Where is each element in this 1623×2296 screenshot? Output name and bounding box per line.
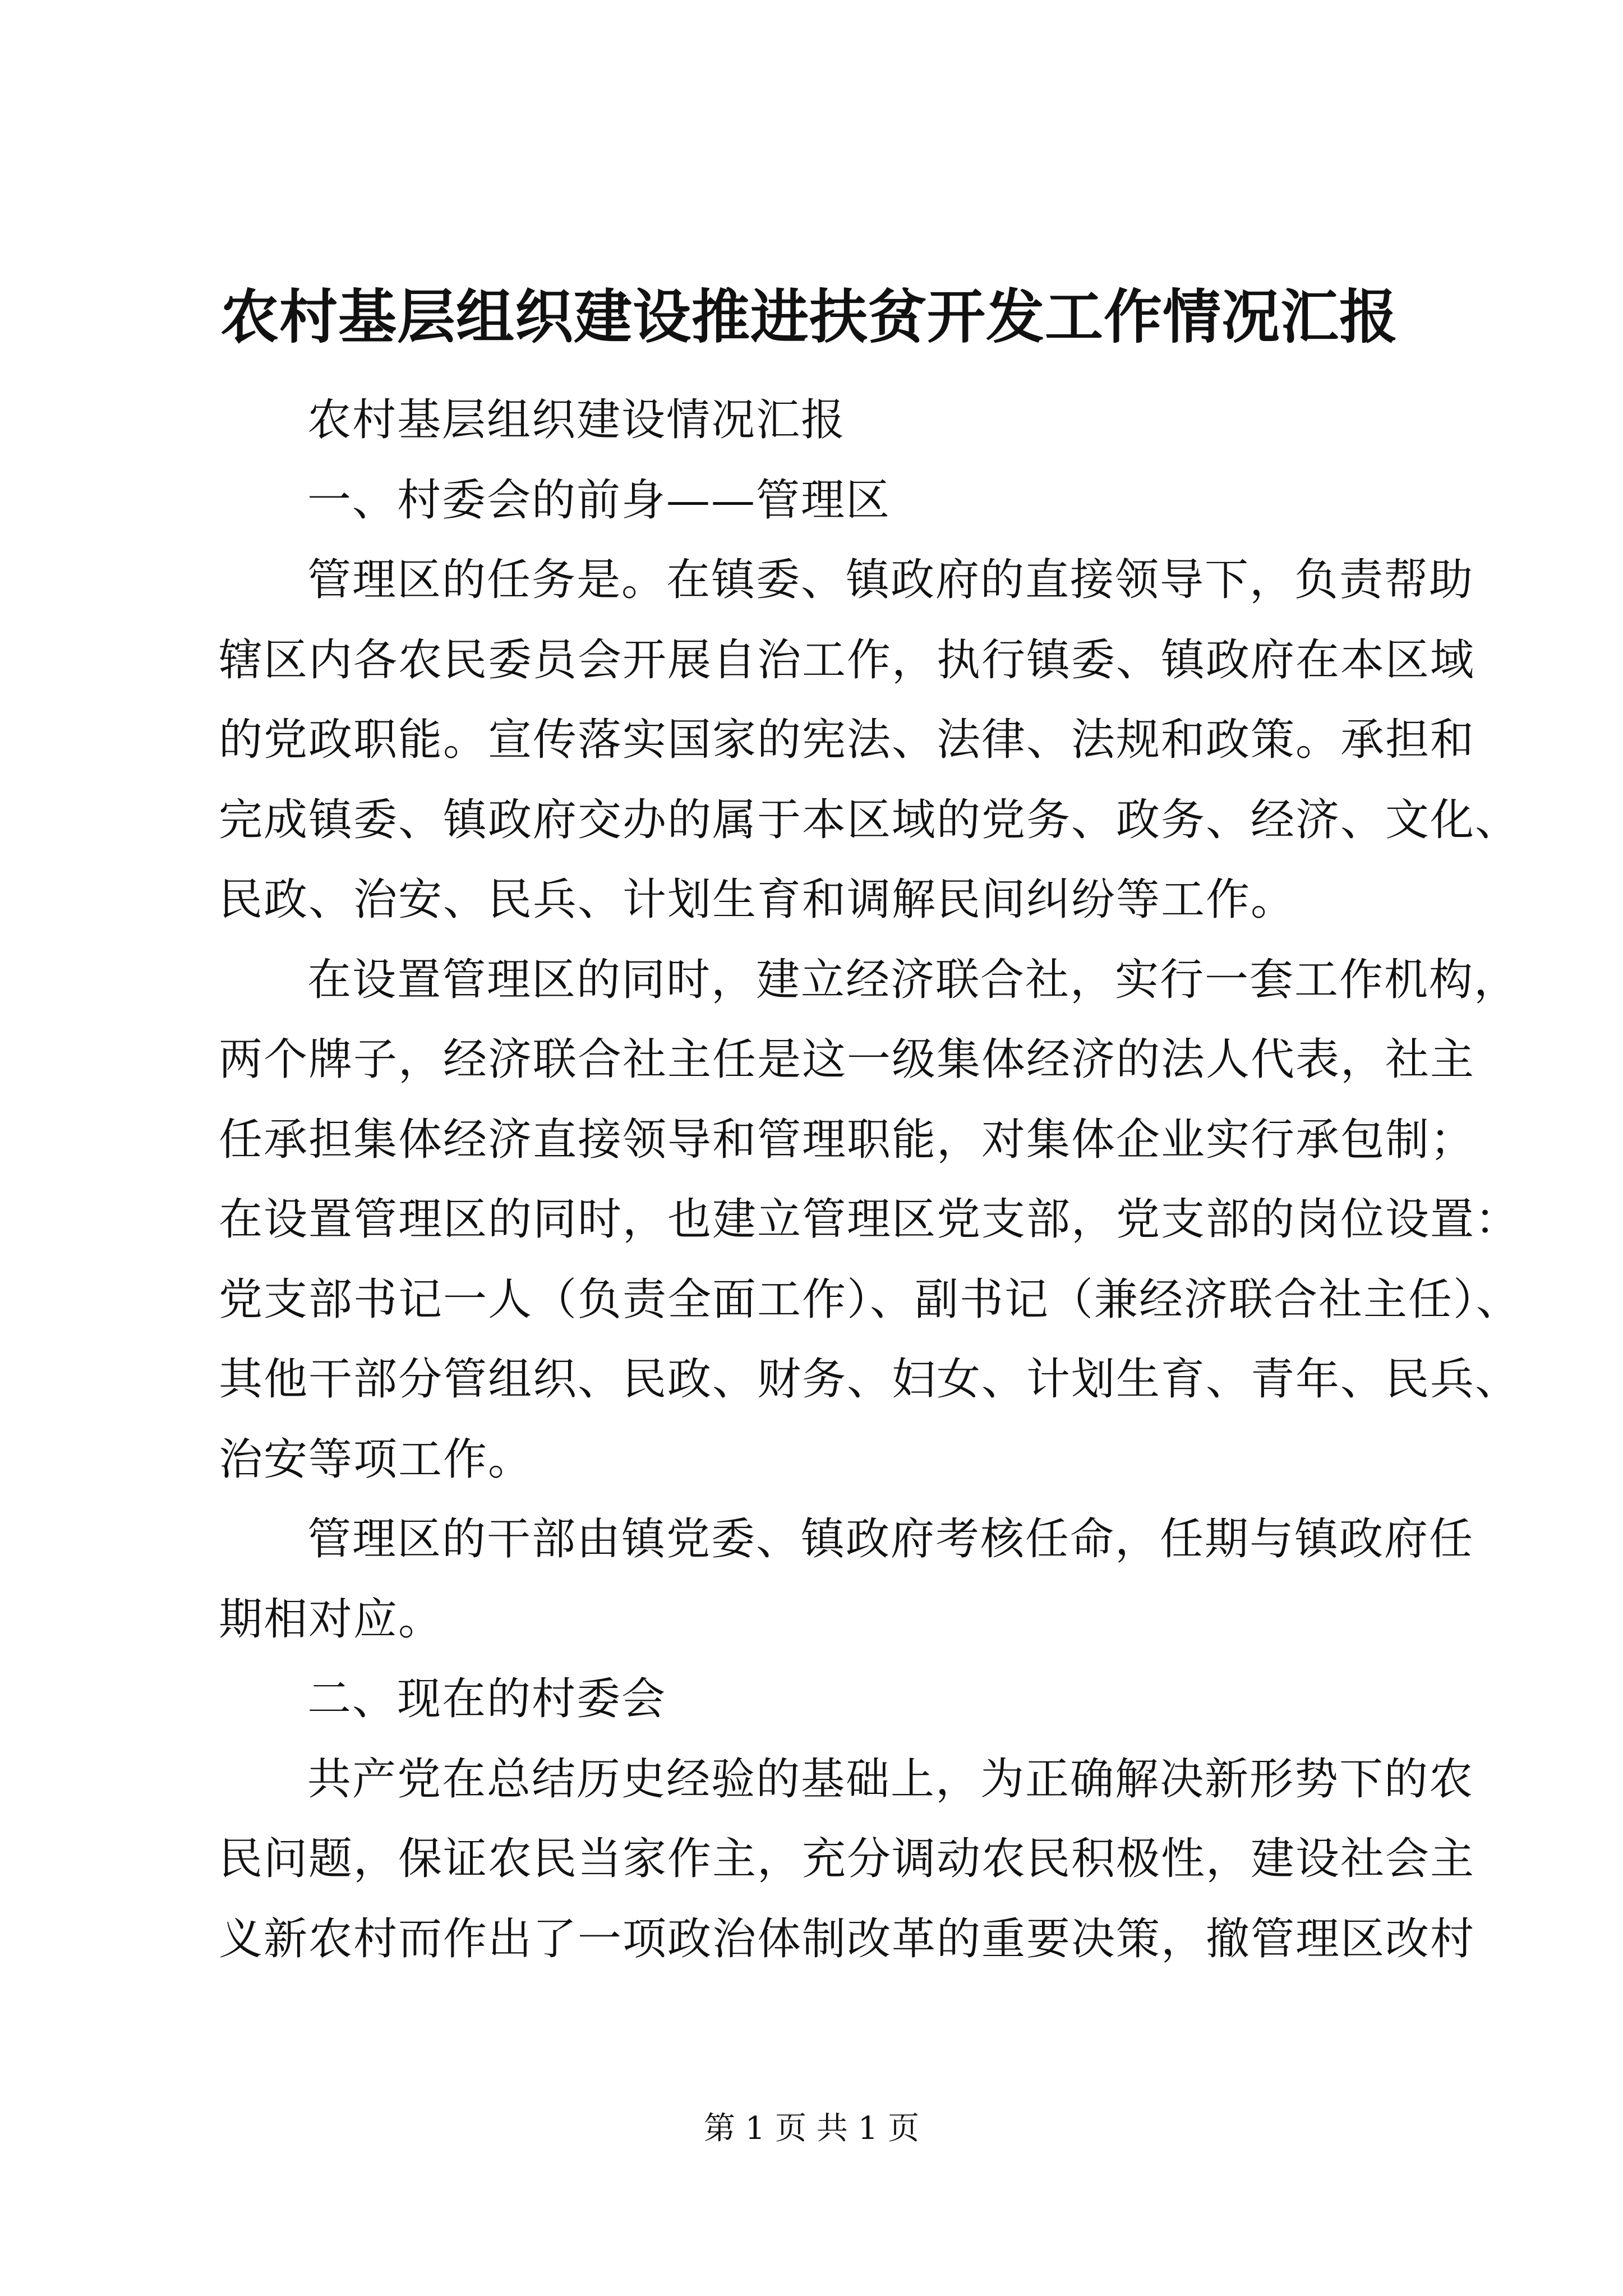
paragraph-line: 义新农村而作出了一项政治体制改革的重要决策，撤管理区改村: [219, 1913, 1476, 1964]
paragraph-line: 在设置管理区的同时，建立经济联合社，实行一套工作机构，: [307, 954, 1519, 1005]
paragraph-line: 两个牌子，经济联合社主任是这一级集体经济的法人代表，社主: [219, 1034, 1476, 1085]
paragraph-line: 民问题，保证农民当家作主，充分调动农民积极性，建设社会主: [219, 1834, 1476, 1884]
paragraph-line: 任承担集体经济直接领导和管理职能，对集体企业实行承包制；: [219, 1114, 1476, 1165]
paragraph-line: 其他干部分管组织、民政、财务、妇女、计划生育、青年、民兵、: [219, 1354, 1520, 1405]
paragraph-line: 辖区内各农民委员会开展自治工作，执行镇委、镇政府在本区域: [219, 634, 1476, 685]
paragraph-line: 期相对应。: [219, 1594, 444, 1645]
subtitle-line: 农村基层组织建设情况汇报: [307, 395, 846, 445]
page-footer: 第 1 页 共 1 页: [703, 2110, 920, 2147]
section-heading-2: 二、现在的村委会: [307, 1674, 667, 1724]
paragraph-line: 的党政职能。宣传落实国家的宪法、法律、法规和政策。承担和: [219, 715, 1476, 765]
document-body: [219, 380, 1521, 1979]
section-heading-1: 一、村委会的前身——管理区: [307, 475, 891, 526]
paragraph-line: 完成镇委、镇政府交办的属于本区域的党务、政务、经济、文化、: [219, 794, 1520, 845]
paragraph-line: 管理区的干部由镇党委、镇政府考核任命，任期与镇政府任: [307, 1514, 1474, 1565]
paragraph-line: 党支部书记一人（负责全面工作）、副书记（兼经济联合社主任）、: [219, 1274, 1521, 1325]
paragraph-line: 在设置管理区的同时，也建立管理区党支部，党支部的岗位设置：: [219, 1194, 1520, 1245]
paragraph-line: 共产党在总结历史经验的基础上，为正确解决新形势下的农: [307, 1754, 1474, 1805]
paragraph-line: 民政、治安、民兵、计划生育和调解民间纠纷等工作。: [219, 875, 1296, 925]
document-title: 农村基层组织建设推进扶贫开发工作情况汇报: [220, 282, 1399, 351]
paragraph-line: 管理区的任务是。在镇委、镇政府的直接领导下，负责帮助: [307, 555, 1474, 605]
paragraph-line: 治安等项工作。: [219, 1434, 533, 1485]
